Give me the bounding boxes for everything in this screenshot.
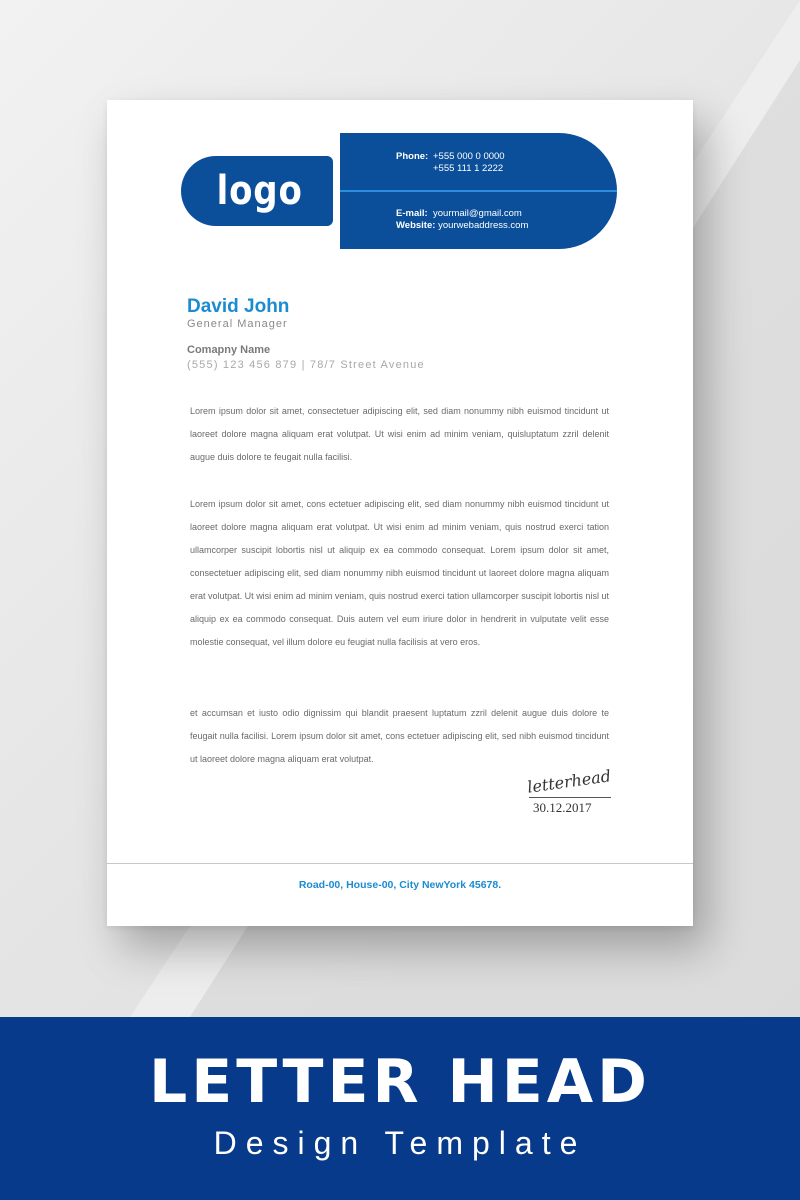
footer-address: Road-00, House-00, City NewYork 45678. [298, 879, 502, 891]
contact-block [340, 133, 617, 249]
website-row [396, 220, 528, 232]
body-paragraph-2: Lorem ipsum dolor sit amet, cons ectetuer adipiscing elit, sed diam nonummy nibh euismod tincidunt ut laoreet dolore magna aliquam erat volutpat. Ut wisi enim ad minim veniam, quis nostrud exerci tation ullamcorper suscipit lobortis nisl ut aliquip ex ea commodo consequat. Lorem ipsum dolor sit amet, consectetuer adipiscing elit, sed diam nonummy nibh euismod tincidunt ut laoreet dolore magna aliquam erat volutpat. Ut wisi enim ad minim veniam, quis nostrud exerci tation ullamcorper suscipit lobortis nisl ut aliquip ex ea commodo consequat. Duis autem vel eum iriure dolor in hendrerit in vulputate velit esse molestie consequat, vel illum dolore eu feugiat nulla facilisis at vero eros. [190, 499, 609, 647]
letter-date: 30.12.2017 [533, 800, 592, 815]
promo-banner [0, 1017, 800, 1200]
phone-label: Phone: [396, 151, 429, 162]
email-row [396, 208, 522, 220]
website-value: yourwebaddress.com [438, 220, 529, 231]
letterhead-sheet [107, 100, 693, 926]
signature-line [529, 797, 611, 798]
phone-secondary-row [433, 163, 503, 175]
logo-badge [181, 156, 333, 226]
body-paragraph-3: et accumsan et iusto odio dignissim qui blandit praesent luptatum zzril delenit augue duis dolore te feugait nulla facilisi. Lorem ipsum dolor sit amet, cons ectetuer adipiscing elit, sed nibh euismod tincidunt ut laoreet dolore magna aliquam erat volutpat. [190, 708, 609, 764]
sender-address: (555) 123 456 879 | 78/7 Street Avenue [187, 359, 425, 371]
logo-text: logo [216, 168, 304, 214]
sender-title: General Manager [187, 318, 288, 330]
signature: letterhead [526, 766, 613, 797]
banner-title: LETTER HEAD [149, 1047, 651, 1117]
company-name: Comapny Name [187, 344, 271, 356]
email-label: E-mail: [396, 208, 428, 219]
body-paragraph-1: Lorem ipsum dolor sit amet, consectetuer adipiscing elit, sed diam nonummy nibh euismod tincidunt ut laoreet dolore magna aliquam erat volutpat. Ut wisi enim ad minim veniam, quisluptatum zzril delenit augue duis dolore te feugait nulla facilisi. [190, 406, 609, 462]
email-value: yourmail@gmail.com [433, 208, 522, 219]
contact-divider [340, 190, 617, 192]
website-label: Website: [396, 220, 436, 231]
footer-divider [107, 863, 693, 864]
phone-secondary: +555 111 1 2222 [433, 163, 504, 174]
banner-subtitle: Design Template [213, 1125, 587, 1161]
sender-name: David John [187, 296, 290, 317]
phone-primary: +555 000 0 0000 [433, 151, 505, 162]
phone-row [396, 151, 505, 163]
